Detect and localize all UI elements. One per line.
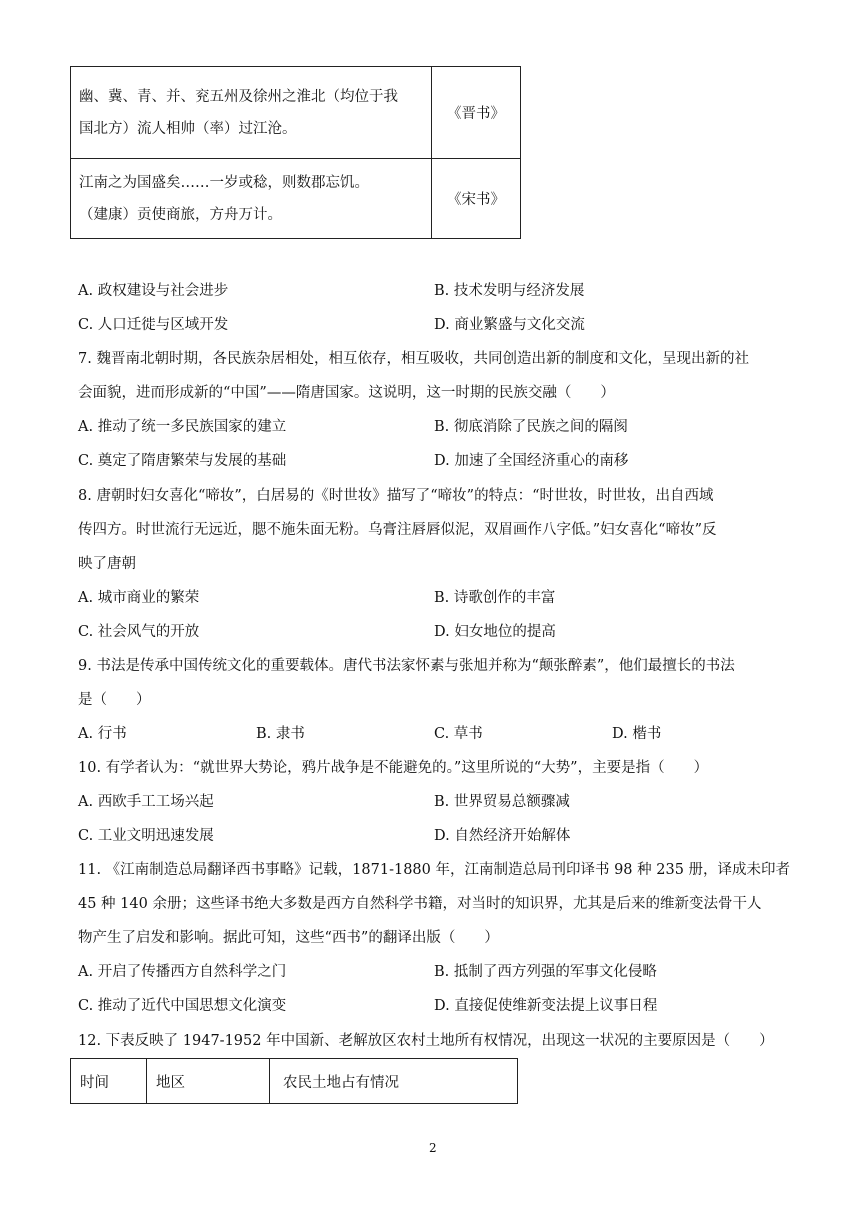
page-number: 2	[429, 1141, 437, 1155]
table-row	[71, 159, 521, 239]
question-text: 9. 书法是传承中国传统文化的重要载体。唐代书法家怀素与张旭并称为“颠张醉素”，他们最擅长的书法	[78, 658, 735, 674]
table-cell	[71, 67, 432, 159]
header-time: 时间	[80, 1074, 109, 1091]
source-table	[70, 66, 521, 239]
option-c: C. 奠定了隋唐繁荣与发展的基础	[78, 453, 287, 469]
question-text: 10. 有学者认为：“就世界大势论，鸦片战争是不能避免的。”这里所说的“大势”，主要是指（ ）	[78, 760, 709, 776]
table-cell-line: 江南之为国盛矣……一岁或稔，则数郡忘饥。	[79, 174, 369, 191]
land-table	[70, 1058, 518, 1104]
question-text: 7. 魏晋南北朝时期，各民族杂居相处，相互依存，相互吸收，共同创造出新的制度和文化，呈现出新的社	[78, 351, 749, 367]
option-b: B. 诗歌创作的丰富	[434, 590, 556, 606]
table-header-cell	[147, 1059, 270, 1104]
option-a: A. 城市商业的繁荣	[78, 590, 200, 606]
option-c: C. 草书	[434, 726, 483, 742]
option-a: A. 政权建设与社会进步	[78, 283, 229, 299]
table-cell-line: 国北方）流人相帅（率）过江沧。	[79, 120, 297, 137]
question-text: 会面貌，进而形成新的“中国”——隋唐国家。这说明，这一时期的民族交融（ ）	[78, 385, 615, 401]
option-a: A. 行书	[78, 726, 127, 742]
question-text: 传四方。时世流行无远近，腮不施朱面无粉。乌膏注唇唇似泥，双眉画作八字低。”妇女喜化“啼妆”反	[78, 522, 717, 538]
table-cell	[71, 159, 432, 239]
table-row	[71, 67, 521, 159]
option-c: C. 社会风气的开放	[78, 624, 200, 640]
question-text: 映了唐朝	[78, 556, 136, 572]
option-d: D. 直接促使维新变法提上议事日程	[434, 998, 658, 1014]
question-text: 12. 下表反映了 1947-1952 年中国新、老解放区农村土地所有权情况，出现这一状况的主要原因是（ ）	[78, 1033, 774, 1049]
question-text: 是（ ）	[78, 692, 151, 708]
option-d: D. 妇女地位的提高	[434, 624, 556, 640]
table-header-cell	[71, 1059, 147, 1104]
question-text: 45 种 140 余册；这些译书绝大多数是西方自然科学书籍，对当时的知识界，尤其是后来的维新变法骨干人	[78, 896, 762, 912]
table-source-cell: 《晋书》	[432, 67, 521, 159]
header-region: 地区	[156, 1074, 185, 1091]
table-source-cell: 《宋书》	[432, 159, 521, 239]
question-text: 物产生了启发和影响。据此可知，这些“西书”的翻译出版（ ）	[78, 930, 499, 946]
option-b: B. 抵制了西方列强的军事文化侵略	[434, 964, 657, 980]
option-b: B. 技术发明与经济发展	[434, 283, 585, 299]
option-a: A. 推动了统一多民族国家的建立	[78, 419, 287, 435]
table-header-row	[71, 1059, 518, 1104]
option-b: B. 世界贸易总额骤减	[434, 794, 570, 810]
option-d: D. 自然经济开始解体	[434, 828, 571, 844]
table-header-cell	[270, 1059, 518, 1104]
option-d: D. 楷书	[612, 726, 662, 742]
option-d: D. 加速了全国经济重心的南移	[434, 453, 629, 469]
option-a: A. 西欧手工工场兴起	[78, 794, 214, 810]
option-c: C. 推动了近代中国思想文化演变	[78, 998, 287, 1014]
option-c: C. 工业文明迅速发展	[78, 828, 214, 844]
header-land: 农民土地占有情况	[283, 1074, 399, 1091]
question-text: 8. 唐朝时妇女喜化“啼妆”，白居易的《时世妆》描写了“啼妆”的特点：“时世妆，时世妆，出自西域	[78, 488, 714, 504]
option-b: B. 彻底消除了民族之间的隔阂	[434, 419, 628, 435]
table-cell-line: 幽、冀、青、并、兖五州及徐州之淮北（均位于我	[79, 88, 398, 105]
question-text: 11. 《江南制造总局翻译西书事略》记载，1871-1880 年，江南制造总局刊印译书 98 种 235 册，译成未印者	[78, 862, 791, 878]
option-b: B. 隶书	[256, 726, 305, 742]
table-cell-line: （建康）贡使商旅，方舟万计。	[79, 206, 282, 223]
option-c: C. 人口迁徙与区域开发	[78, 317, 229, 333]
option-d: D. 商业繁盛与文化交流	[434, 317, 585, 333]
option-a: A. 开启了传播西方自然科学之门	[78, 964, 287, 980]
